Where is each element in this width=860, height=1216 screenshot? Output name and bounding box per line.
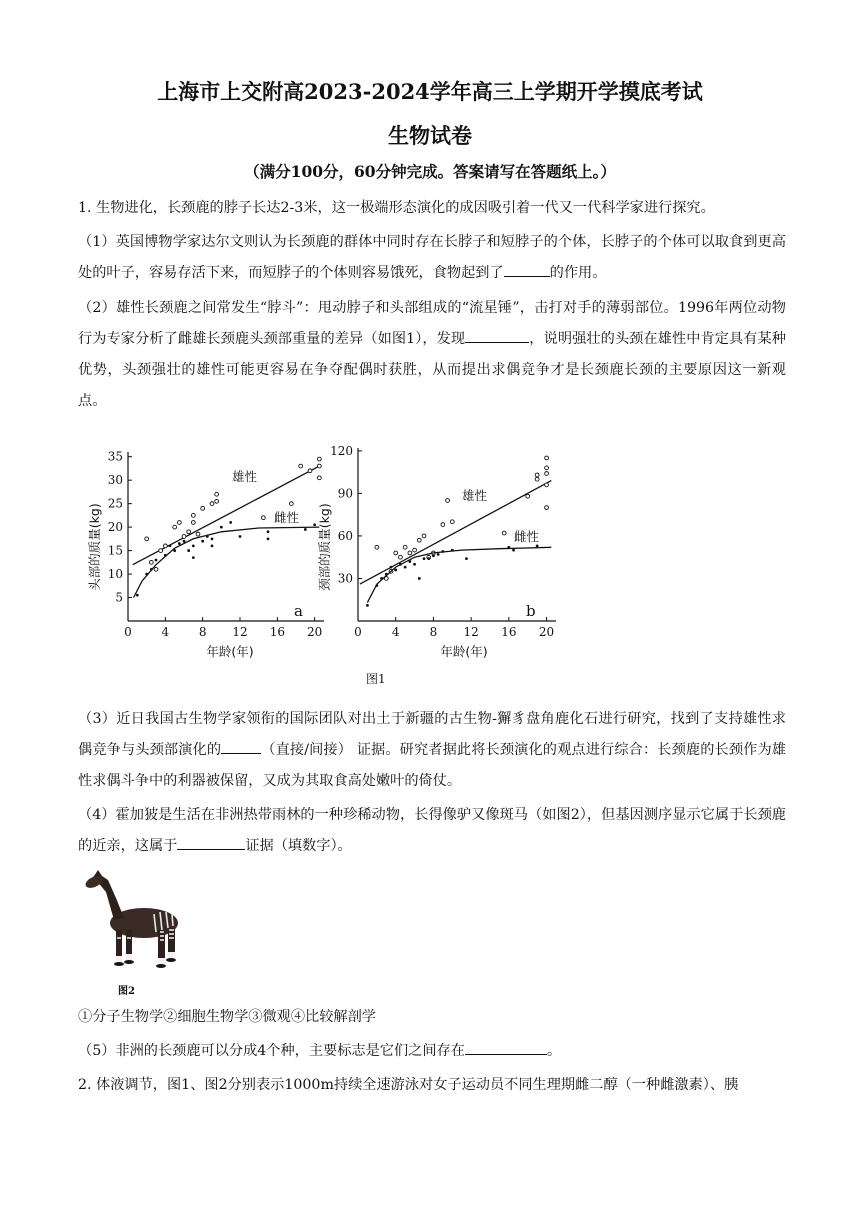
chart-b-male-point: [545, 466, 549, 470]
chart-a-female-point: [192, 556, 195, 559]
figure2-caption: 图2: [118, 986, 135, 997]
exam-note: （满分100分，60分钟完成。答案请写在答题纸上。）: [244, 162, 616, 181]
chart-b-female-point: [427, 557, 430, 560]
chart-a-female-point: [211, 544, 214, 547]
chart-a-male-point: [215, 499, 219, 503]
chart-a-female-point: [304, 528, 307, 531]
chart-b-x-tick-label: 16: [501, 625, 517, 639]
answer-blank-3[interactable]: [221, 737, 261, 754]
chart-b-female-point: [366, 604, 369, 607]
q1-part3-text-b: （直接/间接） 证据。研究者据此将长颈演化的观点进行综合：长颈鹿的长颈作为雄性求偶斗争中的利器被保留，又成为其取食高处嫩叶的倚仗。: [78, 742, 786, 789]
q1-part2-text-b: ，说明强壮的头颈在雄性中肯定具有某种优势，头颈强壮的雄性可能更容易在争夺配偶时获胜，从而提出求偶竞争才是长颈鹿长颈的主要原因这一新观点。: [78, 331, 786, 409]
chart-a-female-fit-line: [134, 527, 320, 597]
chart-b-female-point: [465, 557, 468, 560]
chart-b-female-point: [512, 549, 515, 552]
chart-b-x-tick-label: 12: [463, 625, 479, 639]
chart-a-x-tick-label: 0: [124, 625, 132, 639]
chart-a-y-tick-label: 30: [107, 473, 123, 488]
chart-a-female-point: [178, 542, 181, 545]
chart-a-female-point: [150, 568, 153, 571]
chart-b-male-point: [502, 531, 506, 535]
chart-a-female-point: [239, 535, 242, 538]
chart-a-female-point: [136, 594, 139, 597]
chart-b-female-point: [451, 549, 454, 552]
chart-a-female-point: [145, 573, 148, 576]
chart-a-female-point: [229, 521, 232, 524]
chart-a-male-point: [308, 469, 312, 473]
chart-b-male-point: [545, 483, 549, 487]
figure1-chart-a: [84, 440, 334, 662]
chart-a-x-tick-label: 12: [232, 625, 248, 639]
chart-a-male-point: [159, 549, 163, 553]
q1-part1-text-b: 的作用。: [549, 265, 607, 281]
chart-b-female-point: [390, 566, 393, 569]
chart-a-male-point: [215, 492, 219, 496]
chart-b-female-point: [385, 573, 388, 576]
chart-a-xlabel: 年龄(年): [206, 644, 254, 659]
chart-a-male-series-label: 雄性: [232, 469, 258, 484]
chart-b-panel-label: b: [526, 602, 536, 620]
chart-b-male-point: [399, 555, 403, 559]
chart-b-male-point: [545, 506, 549, 510]
q1-intro: 1. 生物进化，长颈鹿的脖子长达2-3米，这一极端形态演化的成因吸引着一代又一代科学家进行探究。: [78, 200, 715, 216]
chart-a-panel-label: a: [294, 602, 303, 620]
answer-blank-1[interactable]: [504, 260, 550, 277]
chart-a-female-point: [267, 537, 270, 540]
chart-b-male-point: [408, 551, 412, 555]
chart-b-male-point: [403, 545, 407, 549]
chart-b-female-point: [418, 577, 421, 580]
chart-a-female-point: [183, 540, 186, 543]
chart-b-male-point: [526, 494, 530, 498]
chart-a-female-point: [192, 544, 195, 547]
q1-part1-text-a: （1）英国博物学家达尔文则认为长颈鹿的群体中同时存在长脖子和短脖子的个体，长脖子的个体可以取食到更高处的叶子，容易存活下来，而短脖子的个体则容易饿死，食物起到了: [78, 234, 786, 281]
chart-a-y-tick-label: 5: [115, 590, 123, 605]
chart-a-male-point: [191, 513, 195, 517]
chart-a-female-point: [155, 559, 158, 562]
chart-a-y-tick-label: 10: [107, 567, 123, 582]
chart-a-female-point: [201, 540, 204, 543]
chart-b-female-point: [399, 563, 402, 566]
q1-part3: [78, 704, 786, 797]
q1-part3-text-a: （3）近日我国古生物学家领衔的国际团队对出土于新疆的古生物-獬豸盘角鹿化石进行研究，找到了支持雄性求偶竞争与头颈部演化的: [78, 711, 786, 758]
chart-b-female-point: [423, 557, 426, 560]
chart-a-male-point: [187, 530, 191, 534]
q1-part4: [78, 800, 786, 862]
chart-b-female-point: [404, 566, 407, 569]
chart-b-male-point: [545, 456, 549, 460]
chart-b-x-tick-label: 8: [429, 625, 438, 639]
chart-b-female-point: [507, 546, 510, 549]
chart-b-y-tick-label: 60: [337, 528, 353, 543]
chart-a-y-tick-label: 25: [107, 496, 123, 511]
q1-part1: [78, 227, 786, 289]
chart-a-female-point: [211, 537, 214, 540]
chart-a-female-point: [267, 530, 270, 533]
chart-a-male-point: [191, 521, 195, 525]
chart-a-x-tick-label: 4: [161, 625, 170, 639]
answer-blank-2[interactable]: [465, 326, 529, 343]
chart-b-female-point: [380, 577, 383, 580]
chart-b-y-tick-label: 90: [337, 486, 353, 501]
chart-b-female-fit-line: [367, 547, 551, 602]
chart-a-male-point: [289, 502, 293, 506]
chart-b-male-point: [422, 534, 426, 538]
chart-a-male-point: [149, 560, 153, 564]
q1-part5-text-a: （5）非洲的长颈鹿可以分成4个种，主要标志是它们之间存在: [78, 1043, 465, 1059]
chart-b-male-point: [394, 551, 398, 555]
q1-part2: [78, 293, 786, 417]
okapi-image: [80, 868, 192, 978]
chart-a-female-point: [164, 554, 167, 557]
q1-part5-text-b: 。: [546, 1043, 562, 1059]
chart-b-male-point: [417, 538, 421, 542]
chart-b-female-point: [375, 584, 378, 587]
chart-b-female-point: [536, 544, 539, 547]
chart-a-female-point: [169, 544, 172, 547]
chart-a-male-point: [210, 502, 214, 506]
q1-part2-text-a: （2）雄性长颈鹿之间常发生“脖斗”：甩动脖子和头部组成的“流星锤”，击打对手的薄弱部位。1996年两位动物行为专家分析了雌雄长颈鹿头颈部重量的差异（如图1），发现: [78, 300, 786, 347]
chart-b-female-point: [408, 560, 411, 563]
chart-b-y-tick-label: 120: [330, 443, 353, 458]
chart-a-male-point: [163, 544, 167, 548]
chart-a-male-point: [182, 535, 186, 539]
figure1-chart-b: [314, 440, 564, 662]
chart-a-ylabel: 头部的质量(kg): [87, 503, 102, 591]
chart-a-y-tick-label: 20: [107, 520, 123, 535]
chart-b-female-point: [441, 550, 444, 553]
chart-a-x-tick-label: 8: [198, 625, 207, 639]
exam-subtitle: 生物试卷: [388, 123, 472, 148]
chart-a-female-point: [173, 549, 176, 552]
chart-a-y-tick-label: 35: [107, 449, 123, 464]
chart-a-male-point: [145, 537, 149, 541]
chart-a-male-point: [177, 521, 181, 525]
chart-b-male-point: [545, 472, 549, 476]
exam-title: 上海市上交附高2023-2024学年高三上学期开学摸底考试: [157, 79, 703, 104]
chart-a-male-point: [196, 532, 200, 536]
chart-a-male-point: [201, 506, 205, 510]
chart-b-y-tick-label: 30: [337, 571, 353, 586]
chart-b-female-point: [394, 569, 397, 572]
q1-options: ①分子生物学②细胞生物学③微观④比较解剖学: [78, 1009, 376, 1025]
chart-b-male-point: [413, 548, 417, 552]
chart-a-female-series-label: 雌性: [274, 510, 300, 525]
chart-a-male-point: [154, 567, 158, 571]
chart-b-male-point: [450, 520, 454, 524]
chart-b-female-series-label: 雌性: [514, 529, 540, 544]
chart-b-male-point: [535, 473, 539, 477]
figure1-caption: 图1: [366, 672, 386, 686]
chart-b-female-point: [432, 554, 435, 557]
q1-part5: [78, 1036, 786, 1067]
chart-a-female-point: [220, 526, 223, 529]
chart-a-x-tick-label: 20: [307, 625, 323, 639]
chart-a-male-point: [261, 516, 265, 520]
chart-b-male-point: [441, 523, 445, 527]
chart-a-female-point: [187, 549, 190, 552]
chart-b-x-tick-label: 20: [538, 625, 555, 639]
q2-intro: 2. 体液调节，图1、图2分别表示1000m持续全速游泳对女子运动员不同生理期雌二醇（一种雌激素）、胰: [78, 1077, 739, 1093]
chart-b-x-tick-label: 4: [391, 625, 400, 639]
chart-a-male-point: [299, 464, 303, 468]
chart-b-male-point: [446, 499, 450, 503]
chart-b-x-tick-label: 0: [354, 625, 362, 639]
chart-b-female-point: [413, 563, 416, 566]
chart-b-male-series-label: 雄性: [462, 488, 488, 503]
answer-blank-5[interactable]: [465, 1038, 547, 1055]
q1-part4-text-b: 证据（填数字）。: [245, 838, 352, 854]
chart-b-male-point: [535, 477, 539, 481]
chart-a-female-point: [206, 535, 209, 538]
chart-a-male-point: [173, 525, 177, 529]
chart-b-xlabel: 年龄(年): [440, 644, 488, 659]
chart-a-y-tick-label: 15: [107, 543, 123, 558]
chart-b-male-point: [375, 545, 379, 549]
chart-b-female-point: [437, 553, 440, 556]
answer-blank-4[interactable]: [177, 833, 245, 850]
q1-part4-text-a: （4）霍加狓是生活在非洲热带雨林的一种珍稀动物，长得像驴又像斑马（如图2），但基因测序显示它属于长颈鹿的近亲，这属于: [78, 807, 786, 854]
chart-b-ylabel: 颈部的质量(kg): [317, 503, 332, 591]
chart-a-x-tick-label: 16: [269, 625, 285, 639]
